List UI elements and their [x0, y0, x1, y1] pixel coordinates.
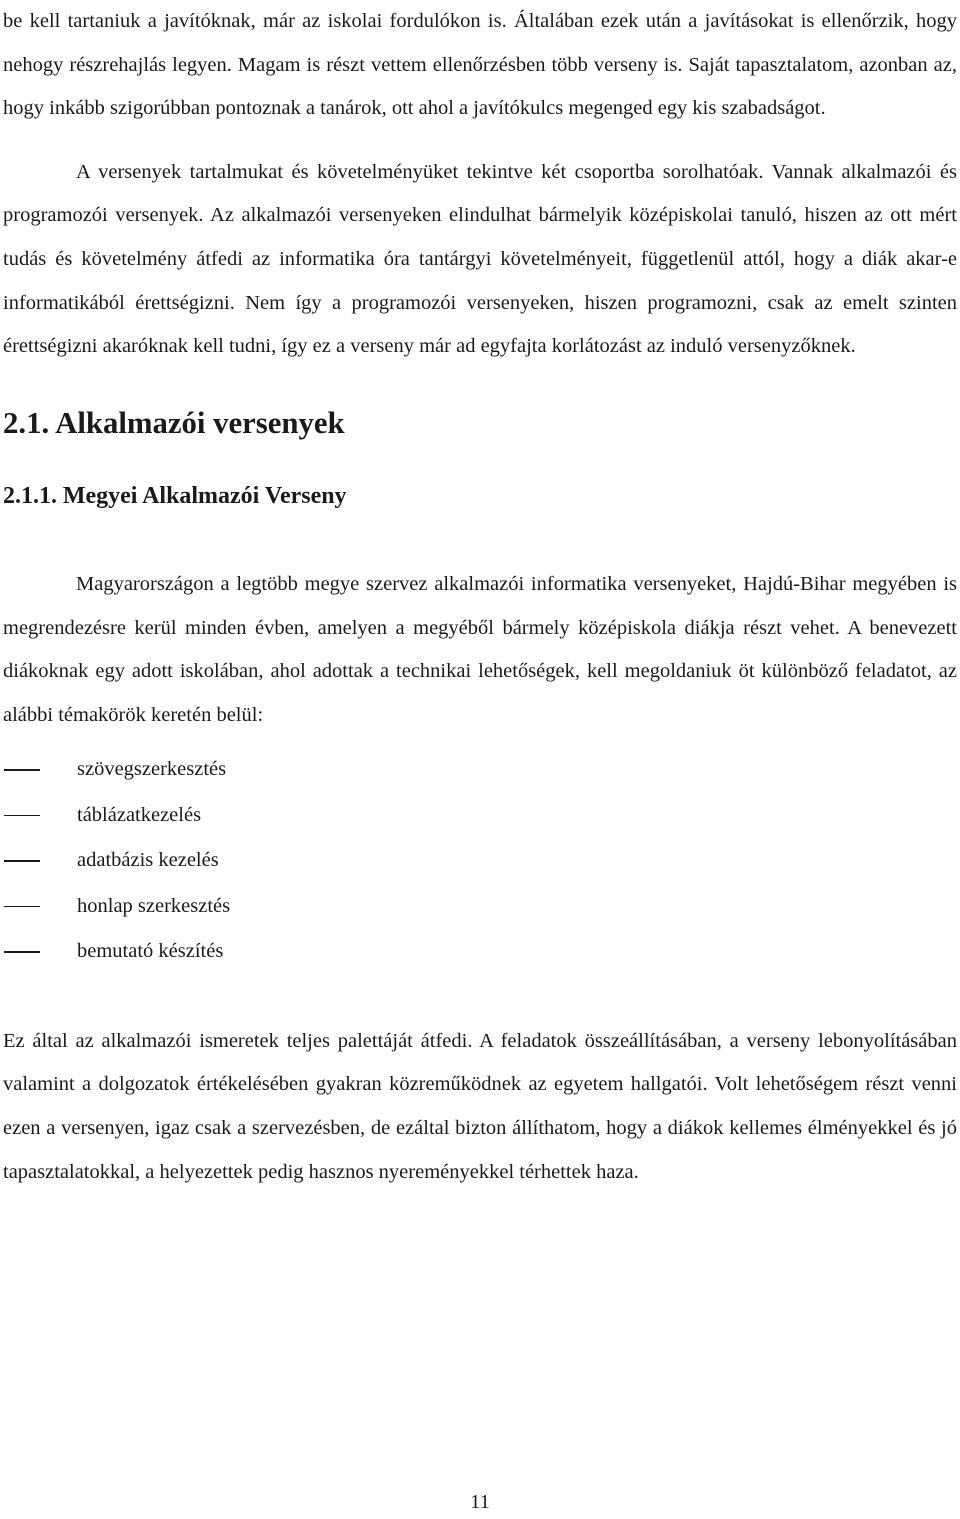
dash-bullet-icon	[4, 769, 40, 771]
list-item-label: táblázatkezelés	[77, 803, 202, 826]
paragraph-evaluation: be kell tartaniuk a javítóknak, már az iskolai fordulókon is. Általában ezek után a javításokat is ellenőrzik, hogy nehogy részrehajlás legyen. Magam is részt vettem ellenőrzésben több verseny is. Saját tapasztalatom, azonban az, hogy inkább szigorúbban pontoznak a tanárok, ott ahol a javítókulcs megenged egy kis szabadságot.	[3, 10, 957, 120]
dash-bullet-icon	[4, 860, 40, 862]
document-page	[3, 0, 957, 1194]
page-number: 11	[470, 1491, 490, 1513]
paragraph-county-competition: Magyarországon a legtöbb megye szervez alkalmazói informatika versenyeket, Hajdú-Bihar megyében is megrendezésre kerül minden évben, amelyen a megyéből bármely középiskola diákja részt vehet. A benevezett diákoknak egy adott iskolában, ahol adottak a technikai lehetőségek, kell megoldaniuk öt különböző feladatot, az alábbi témakörök keretén belül:	[3, 572, 957, 726]
list-item-label: honlap szerkesztés	[77, 894, 231, 917]
paragraph-competition-types: A versenyek tartalmukat és követelményüket tekintve két csoportba sorolhatóak. Vannak alkalmazói és programozói versenyek. Az alkalmazói versenyeken elindulhat bármelyik középiskolai tanuló, hiszen az ott mért tudás és követelmény átfedi az informatika óra tantárgyi követelményeit, függetlenül attól, hogy a diák akar-e informatikából érettségizni. Nem így a programozói versenyeken, hiszen programozni, csak az emelt szinten érettségizni akaróknak kell tudni, így ez a verseny már ad egyfajta korlátozást az induló versenyzőknek.	[3, 160, 957, 358]
dash-bullet-icon	[4, 951, 40, 953]
section-heading-applied-competitions: 2.1. Alkalmazói versenyek	[3, 405, 345, 440]
list-item-label: szövegszerkesztés	[77, 758, 227, 781]
list-item-label: adatbázis kezelés	[77, 849, 219, 872]
dash-bullet-icon	[4, 906, 40, 908]
topic-list	[3, 747, 957, 975]
paragraph-summary: Ez által az alkalmazói ismeretek teljes palettáját átfedi. A feladatok összeállításában, a verseny lebonyolításában valamint a dolgozatok értékelésében gyakran közreműködnek az egyetem hallgatói. Volt lehetőségem részt venni ezen a versenyen, igaz csak a szervezésben, de ezáltal bizton állíthatom, hogy a diákok kellemes élményekkel és jó tapasztalatokkal, a helyezettek pedig hasznos nyereményekkel térhettek haza.	[3, 1029, 957, 1183]
list-item	[3, 793, 957, 839]
list-item	[3, 929, 957, 975]
list-item	[3, 884, 957, 930]
list-item	[3, 747, 957, 793]
list-item	[3, 838, 957, 884]
subsection-heading-county-competition: 2.1.1. Megyei Alkalmazói Verseny	[3, 483, 347, 510]
dash-bullet-icon	[4, 815, 40, 817]
list-item-label: bemutató készítés	[77, 940, 224, 963]
